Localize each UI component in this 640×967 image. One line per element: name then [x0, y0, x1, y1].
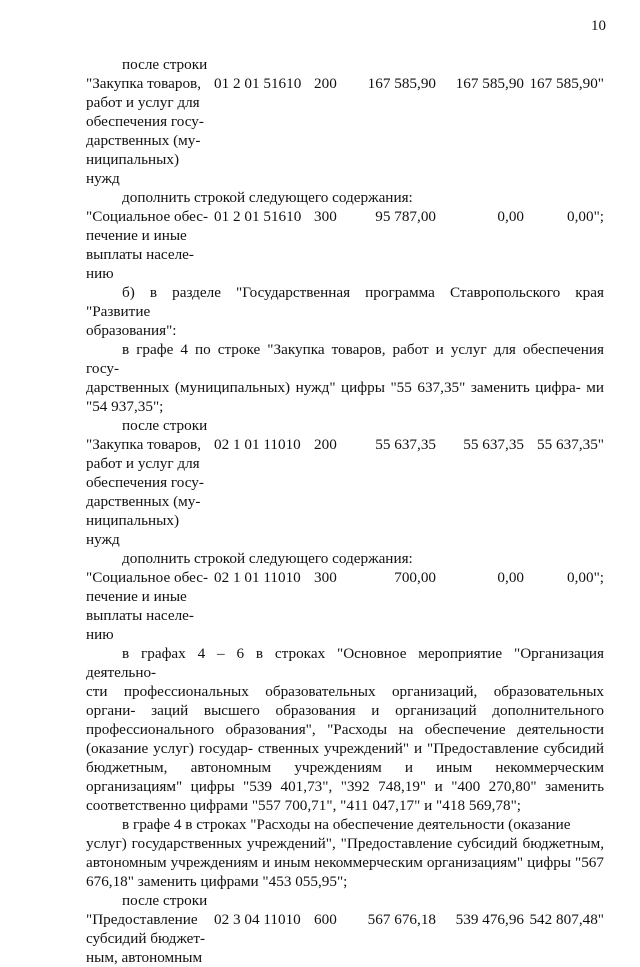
row-name-line: ным, автономным: [86, 949, 203, 966]
paragraph-continuation: сти профессиональных образовательных организаций, образовательных органи- заций высшего образования и организаций дополнительного профессионального образования", "Расходы на обеспечение деятельности (оказание услуг) государ- ственных учреждений" и "Предоставление субсидий бюджетным, автономным учреждениям и иным некоммерческим организациям" цифры "539 401,73", "392 748,19" и "400 270,80" заменить соответственно цифрами "557 700,71", "411 047,17" и "418 569,78";: [86, 683, 604, 814]
row-name-line: нужд: [86, 170, 120, 187]
expense-type-cell: 600: [314, 911, 337, 928]
row-name-line: дарственных (му-: [86, 132, 201, 149]
amount-cell-1: 167 585,90: [367, 75, 436, 92]
instruction-line: после строки: [122, 892, 208, 909]
row-name-line: "Закупка товаров,: [86, 436, 202, 453]
row-name-cell: [86, 207, 214, 283]
row-name-line: выплаты населе-: [86, 246, 194, 263]
amount-cell-3: 542 807,48": [529, 911, 604, 928]
budget-code-cell: 01 2 01 51610: [214, 75, 302, 92]
amount-cell-3: 55 637,35": [537, 436, 604, 453]
budget-code-cell: 02 1 01 11010: [214, 436, 301, 453]
row-name-line: субсидий бюджет-: [86, 930, 206, 947]
table-row: [86, 207, 604, 283]
table-row: [86, 74, 604, 188]
row-name-line: нию: [86, 626, 114, 643]
paragraph-continuation: образования":: [86, 322, 177, 339]
expense-type-cell: 300: [314, 569, 337, 586]
row-name-cell: [86, 435, 214, 549]
amount-cell-1: 55 637,35: [375, 436, 436, 453]
row-name-line: нию: [86, 265, 114, 282]
paragraph: [86, 815, 604, 891]
budget-code-cell: 01 2 01 51610: [214, 208, 302, 225]
row-name-line: обеспечения госу-: [86, 474, 204, 491]
paragraph-continuation: дарственных (муниципальных) нужд" цифры "55 637,35" заменить цифра- ми "54 937,35";: [86, 379, 604, 415]
table-row: [86, 568, 604, 644]
amount-cell-1: 95 787,00: [375, 208, 436, 225]
row-name-line: выплаты населе-: [86, 607, 194, 624]
paragraph-first-line: в графе 4 по строке "Закупка товаров, работ и услуг для обеспечения госу-: [86, 341, 604, 377]
row-name-cell: [86, 910, 214, 967]
document-body: [86, 55, 604, 967]
row-name-line: дарственных (му-: [86, 493, 201, 510]
budget-code-cell: 02 3 04 11010: [214, 911, 301, 928]
paragraph: [86, 340, 604, 416]
instruction-line: после строки: [122, 56, 208, 73]
instruction-line: дополнить строкой следующего содержания:: [122, 550, 413, 567]
budget-table-row: [86, 910, 604, 967]
amount-cell-1: 567 676,18: [367, 911, 436, 928]
page-number: 10: [591, 18, 606, 34]
paragraph: [86, 644, 604, 815]
table-row: [86, 435, 604, 549]
row-name-line: обеспечения госу-: [86, 113, 204, 130]
amount-cell-1: 700,00: [394, 569, 436, 586]
budget-code-cell: 02 1 01 11010: [214, 569, 301, 586]
row-name-line: нужд: [86, 531, 120, 548]
row-name-cell: [86, 568, 214, 644]
amount-cell-2: 0,00: [497, 208, 524, 225]
amount-cell-3: 0,00";: [567, 569, 604, 586]
row-name-line: ниципальных): [86, 512, 180, 529]
row-name-line: "Закупка товаров,: [86, 75, 202, 92]
amount-cell-2: 167 585,90: [455, 75, 524, 92]
amount-cell-3: 167 585,90": [529, 75, 604, 92]
paragraph-first-line: в графах 4 – 6 в строках "Основное мероприятие "Организация деятельно-: [86, 645, 604, 681]
row-name-line: ниципальных): [86, 151, 180, 168]
table-row: [86, 910, 604, 967]
paragraph-first-line: в графе 4 в строках "Расходы на обеспечение деятельности (оказание: [122, 816, 571, 833]
amount-cell-2: 0,00: [497, 569, 524, 586]
row-name-line: печение и иные: [86, 227, 187, 244]
paragraph-continuation: услуг) государственных учреждений", "Предоставление субсидий бюджетным, автономным учреждениям и иным некоммерческим организациям" цифры "567 676,18" заменить цифрами "453 055,95";: [86, 835, 604, 890]
row-name-line: "Социальное обес-: [86, 208, 209, 225]
amount-cell-2: 55 637,35: [463, 436, 524, 453]
budget-table-row: [86, 74, 604, 188]
instruction-line: после строки: [122, 417, 208, 434]
paragraph: [86, 283, 604, 340]
row-name-line: печение и иные: [86, 588, 187, 605]
row-name-line: "Социальное обес-: [86, 569, 209, 586]
budget-table-row: [86, 207, 604, 283]
row-name-line: работ и услуг для: [86, 455, 200, 472]
amount-cell-3: 0,00";: [567, 208, 604, 225]
expense-type-cell: 300: [314, 208, 337, 225]
row-name-cell: [86, 74, 214, 188]
budget-table-row: [86, 435, 604, 549]
row-name-line: "Предоставление: [86, 911, 198, 928]
instruction-line: дополнить строкой следующего содержания:: [122, 189, 413, 206]
row-name-line: работ и услуг для: [86, 94, 200, 111]
amount-cell-2: 539 476,96: [455, 911, 524, 928]
expense-type-cell: 200: [314, 75, 337, 92]
expense-type-cell: 200: [314, 436, 337, 453]
paragraph-first-line: б) в разделе "Государственная программа Ставропольского края "Развитие: [86, 284, 604, 320]
budget-table-row: [86, 568, 604, 644]
